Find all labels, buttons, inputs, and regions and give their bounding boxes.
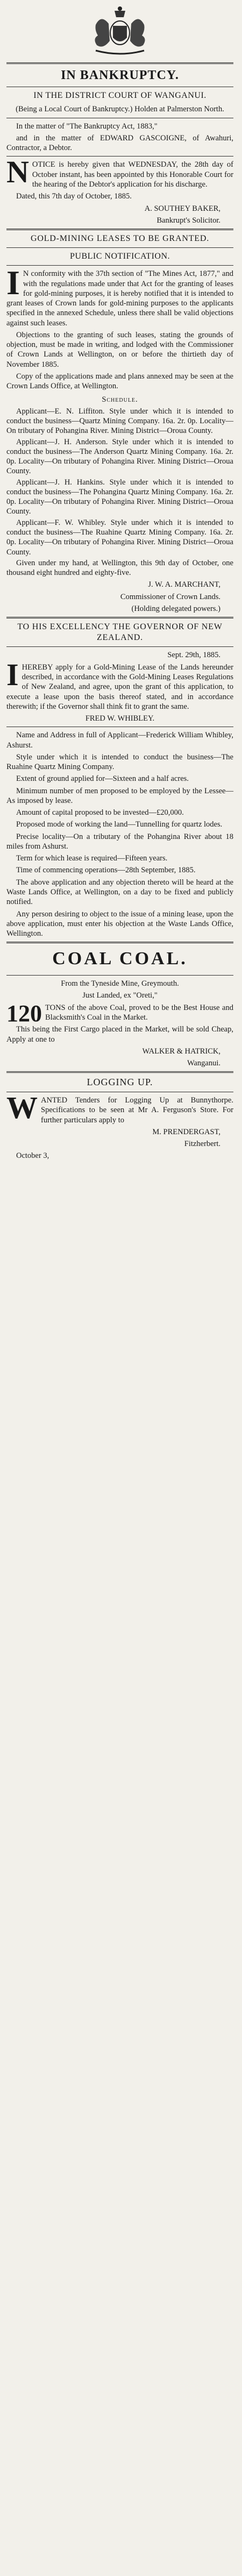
- application-item: Any person desiring to object to the issue of a mining lease, upon the above application, must enter his objection at the Waste Lands Office, Wellington.: [6, 909, 233, 938]
- applicant-item: Applicant—J. H. Hankins. Style under which it is intended to conduct the business—The Pohangina Quartz Mining Company. 16a. 2r. 0p. Locality—On tributary of Pohangina River. Mining District—Oroua County.: [6, 478, 233, 516]
- matter-2: and in the matter of EDWARD GASCOIGNE, of Awahuri, Contractor, a Debtor.: [6, 133, 233, 153]
- divider: [6, 229, 233, 230]
- excellency-para-1-text: HEREBY apply for a Gold-Mining Lease of the Lands hereunder described, in accordance with the Gold-Mining Leases Regulations of New Zealand, and agree, upon the grant of this application, to execute a lease upon the basis thereof stated, and in accordance therewith; if the Governor shall think fit to grant the same.: [6, 663, 233, 711]
- coal-signature: WALKER & HATRICK,: [142, 1047, 220, 1056]
- dropcap-letter: W: [6, 1090, 38, 1125]
- matter-1: In the matter of "The Bankruptcy Act, 1883,": [16, 122, 158, 131]
- gold-mining-notice: [6, 233, 233, 614]
- application-date: Sept. 29th, 1885.: [167, 651, 220, 660]
- excellency-para-1: [6, 657, 233, 711]
- application-item: The above application and any objection thereto will be heard at the Waste Lands Office, at Wellington, on a day to be fixed and publicly notified.: [6, 878, 233, 907]
- dropcap-letter: I: [6, 657, 19, 692]
- signature-name: J. W. A. MARCHANT,: [148, 580, 220, 589]
- divider: [6, 247, 233, 248]
- logging-date: October 3,: [16, 1151, 49, 1161]
- logging-up-advertisement: [6, 1076, 233, 1161]
- gold-para-1-text: N conformity with the 37th section of "The Mines Act, 1877," and with the regulations made under that Act for the granting of leases for gold-mining purposes, it is hereby notified that it is intended to grant leases of Crown lands for gold-mining purposes to the applicants specified in the annexed Schedule, unless there shall be valid objections against such leases.: [6, 269, 233, 328]
- excellency-application: [6, 622, 233, 938]
- application-item: Time of commencing operations—28th September, 1885.: [16, 866, 196, 875]
- divider: [6, 62, 233, 64]
- application-item: Style under which it is intended to conduct the business—The Ruahine Quartz Mining Company.: [6, 752, 233, 772]
- divider: [6, 617, 233, 618]
- gold-title: GOLD-MINING LEASES TO BE GRANTED.: [30, 234, 210, 244]
- divider: [6, 1071, 233, 1073]
- coal-title: COAL COAL.: [52, 949, 188, 969]
- logging-signature: M. PRENDERGAST,: [152, 1127, 220, 1136]
- bankruptcy-notice: [6, 67, 233, 225]
- application-item: Name and Address in full of Applicant—Frederick William Whibley, Ashurst.: [6, 731, 233, 750]
- coal-advertisement: [6, 948, 233, 1068]
- divider: [6, 975, 233, 976]
- signature-role: Bankrupt's Solicitor.: [156, 216, 220, 225]
- dropcap-letter: N: [6, 154, 29, 190]
- divider: [6, 265, 233, 266]
- dropcap-letter: I: [6, 264, 20, 302]
- applicant-item: Applicant—E. N. Liffiton. Style under which it is intended to conduct the business—Quartz Mining Company. 16a. 2r. 0p. Locality—On tributary of Pohangina River. Mining District—Oroua County.: [6, 407, 233, 436]
- gold-para-2: Objections to the granting of such leases, stating the grounds of objection, must be made in writing, and lodged with the Commissioner of Crown Lands at Wellington, on or before the thirtieth day of November 1885.: [6, 330, 233, 369]
- logging-title: LOGGING UP.: [87, 1077, 153, 1088]
- gold-para-3: Copy of the applications made and plans annexed may be seen at the Crown Lands Office, at Wellington.: [6, 372, 233, 391]
- application-item: Term for which lease is required—Fifteen years.: [16, 854, 168, 863]
- signature-name: A. SOUTHEY BAKER,: [144, 204, 220, 213]
- notice-paragraph: [6, 154, 233, 190]
- coal-tons: [6, 1000, 233, 1027]
- applicant-item: Applicant—F. W. Whibley. Style under which it is intended to conduct the business—The Ruahine Quartz Mining Company. 16a. 2r. 0p. Locality—On tributary of Pohangina River. Mining District—Oroua County.: [6, 518, 233, 557]
- court-name: IN THE DISTRICT COURT OF WANGANUI.: [33, 91, 207, 101]
- notice-text: OTICE is hereby given that WEDNESDAY, the 28th day of October instant, has been appointed by this Honorable Court for the hearing of the Debtor's application for his discharge.: [32, 160, 233, 189]
- application-item: Precise locality—On a tributary of the Pohangina River about 18 miles from Ashurst.: [6, 832, 233, 851]
- signature-note: (Holding delegated powers.): [131, 604, 220, 613]
- coal-tons-text: TONS of the above Coal, proved to be the Best House and Blacksmith's Coal in the Market.: [45, 1003, 233, 1022]
- court-subtitle: (Being a Local Court of Bankruptcy.) Holden at Palmerston North.: [16, 105, 224, 114]
- applicant-item: Applicant—J. H. Anderson. Style under which it is intended to conduct the business—The Anderson Quartz Mining Company. 16a. 2r. 0p. Locality—On tributary of Pohangina River. Mining District—Oroua County.: [6, 437, 233, 476]
- gold-subtitle: PUBLIC NOTIFICATION.: [70, 252, 170, 261]
- applicant-list: [6, 407, 233, 557]
- excellency-title: TO HIS EXCELLENCY THE GOVERNOR OF NEW ZEALAND.: [17, 622, 223, 643]
- application-item: Amount of capital proposed to be invested—£20,000.: [16, 808, 184, 817]
- crest-svg: [85, 3, 155, 57]
- royal-crest-icon: [6, 0, 233, 59]
- applicant-signature: FRED W. WHIBLEY.: [85, 714, 155, 723]
- divider: [6, 646, 233, 647]
- signature-role: Commissioner of Crown Lands.: [120, 592, 220, 601]
- coal-place: Wanganui.: [187, 1059, 220, 1068]
- coal-para: This being the First Cargo placed in the Market, will be sold Cheap, Apply at one to: [6, 1025, 233, 1044]
- schedule-title: Schedule.: [102, 395, 138, 404]
- logging-para-text: ANTED Tenders for Logging Up at Bunnythorpe. Specifications to be seen at Mr A. Ferguson's Store. For further particulars apply to: [41, 1095, 233, 1125]
- application-item: Extent of ground applied for—Sixteen and a half acres.: [16, 774, 189, 784]
- application-item: Proposed mode of working the land—Tunnelling for quartz lodes.: [16, 820, 223, 829]
- gold-given: Given under my hand, at Wellington, this 9th day of October, one thousand eight hundred and eighty-five.: [6, 558, 233, 578]
- notice-dated: Dated, this 7th day of October, 1885.: [16, 192, 132, 201]
- coal-landed: Just Landed, ex "Oreti,": [82, 991, 158, 1000]
- logging-para: [6, 1090, 233, 1125]
- coal-from: From the Tyneside Mine, Greymouth.: [61, 979, 179, 988]
- gold-para-1: [6, 264, 233, 328]
- divider: [6, 942, 233, 943]
- bankruptcy-title: IN BANKRUPTCY.: [61, 68, 179, 82]
- logging-place: Fitzherbert.: [184, 1140, 220, 1149]
- application-item: Minimum number of men proposed to be employed by the Lessee—As imposed by lease.: [6, 786, 233, 805]
- coal-quantity: 120: [6, 1000, 42, 1027]
